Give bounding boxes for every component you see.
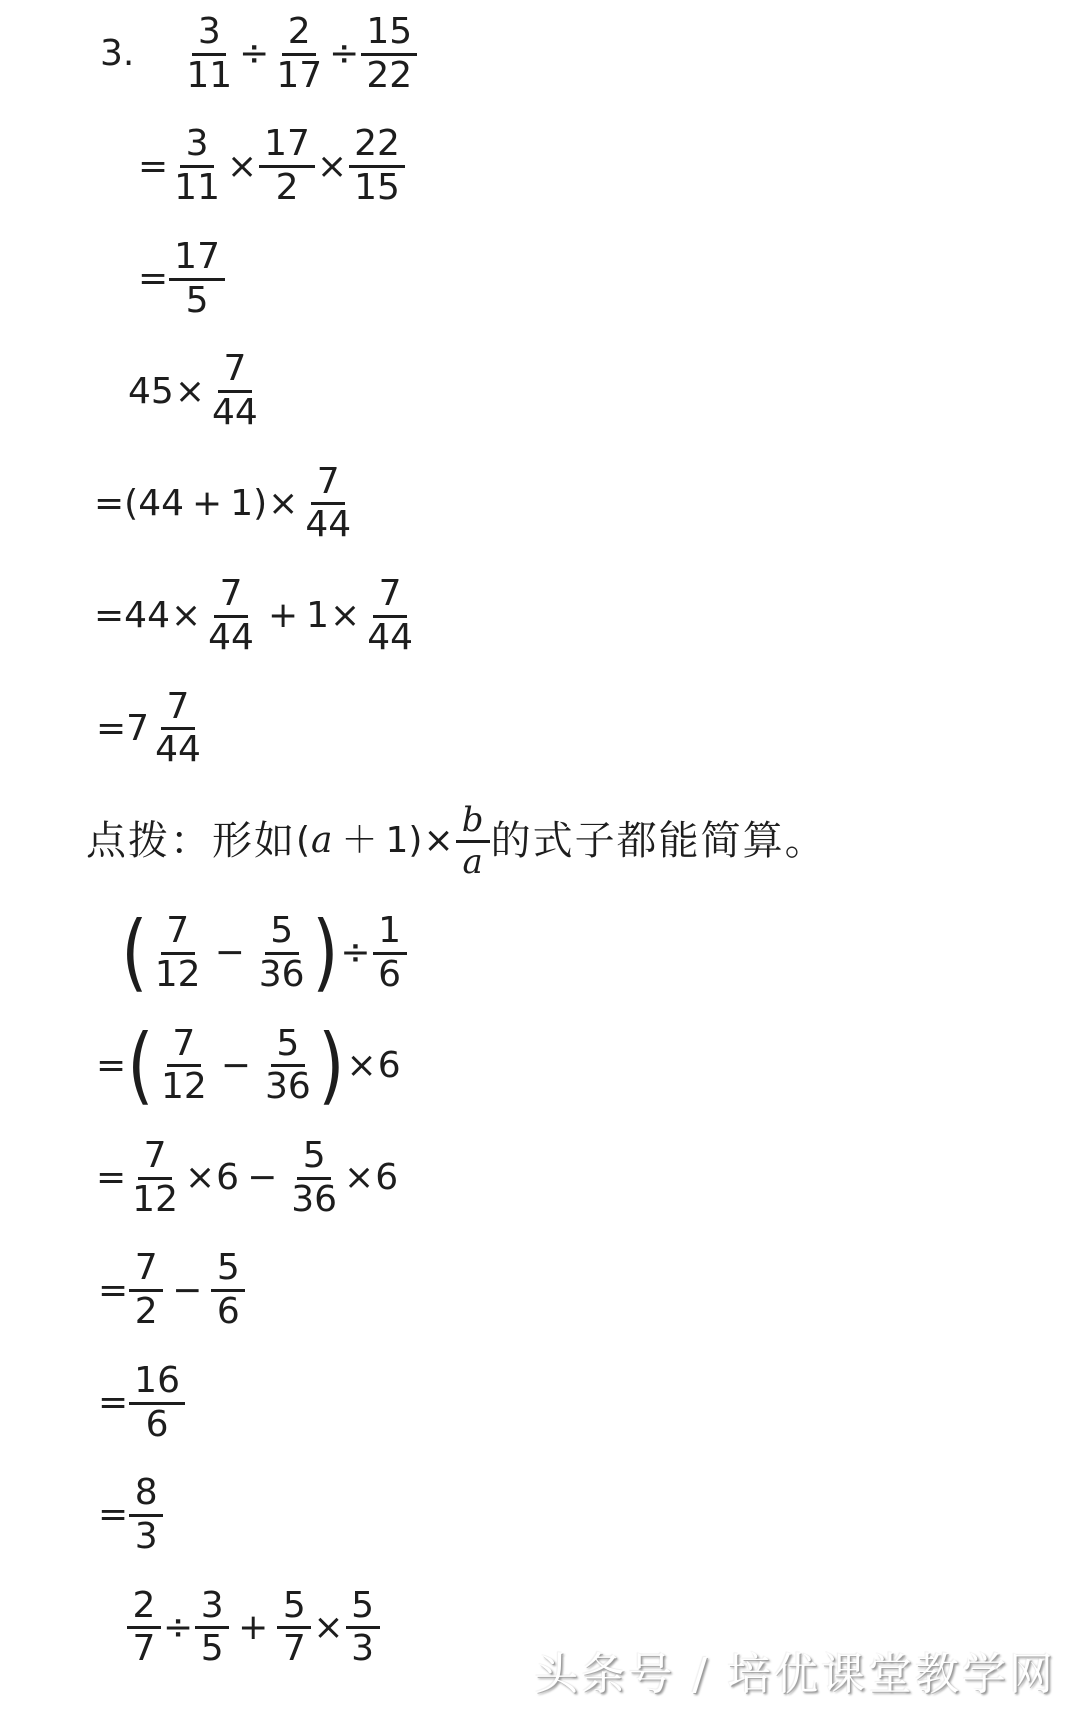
fraction-7-over-12 bbox=[150, 910, 206, 995]
problem-3-expression bbox=[0, 11, 1080, 96]
denominator: 36 bbox=[264, 1066, 311, 1108]
note-text: 点拨：形如 bbox=[86, 818, 296, 865]
math-text: 1) bbox=[385, 820, 423, 862]
numerator: 5 bbox=[211, 1250, 245, 1292]
denominator: 7 bbox=[282, 1628, 306, 1670]
numerator: 7 bbox=[167, 1026, 201, 1068]
denominator: 22 bbox=[366, 54, 413, 96]
numerator: 15 bbox=[361, 14, 417, 56]
math-text: 6 bbox=[377, 1044, 401, 1086]
fraction-7-over-44 bbox=[300, 460, 356, 546]
watermark-text: 头条号 / 培优课堂教学网 bbox=[534, 1649, 1056, 1700]
math-text: = bbox=[98, 1269, 129, 1311]
problem-paren-expression bbox=[0, 903, 1080, 1002]
denominator: 6 bbox=[378, 953, 401, 995]
denominator: 3 bbox=[134, 1515, 158, 1557]
fraction-22-over-15 bbox=[349, 123, 405, 209]
math-text: = bbox=[98, 1382, 129, 1424]
fraction-5-over-7 bbox=[277, 1584, 311, 1670]
denominator: 44 bbox=[155, 729, 201, 771]
operator-minus: − bbox=[172, 1269, 203, 1311]
numerator: 7 bbox=[373, 576, 407, 618]
fraction-7-over-2 bbox=[129, 1247, 163, 1333]
numerator: 7 bbox=[161, 913, 195, 955]
denominator: 12 bbox=[160, 1066, 207, 1108]
numerator: 8 bbox=[129, 1475, 163, 1517]
note-line bbox=[0, 801, 1080, 881]
numerator: 3 bbox=[195, 1588, 229, 1630]
fraction-7-over-12 bbox=[156, 1022, 212, 1108]
denominator: 15 bbox=[354, 167, 400, 209]
operator-divide: ÷ bbox=[340, 932, 371, 974]
math-text: 7 bbox=[126, 707, 150, 749]
operator-minus: − bbox=[220, 1044, 251, 1086]
denominator: 11 bbox=[174, 167, 220, 209]
operator-plus: + bbox=[267, 595, 299, 637]
denominator: 11 bbox=[186, 54, 233, 96]
operator-times: × bbox=[423, 820, 454, 862]
operator-times: × bbox=[170, 595, 202, 637]
fraction-5-over-3 bbox=[346, 1584, 380, 1670]
numerator: 7 bbox=[161, 689, 195, 731]
fraction-7-over-44 bbox=[203, 573, 259, 658]
fraction-2-over-17 bbox=[271, 11, 327, 96]
math-text: ( bbox=[296, 820, 311, 862]
fraction-2-over-7 bbox=[127, 1584, 161, 1670]
numerator: 5 bbox=[271, 1026, 305, 1068]
denominator: 2 bbox=[134, 1291, 158, 1333]
operator-times: × bbox=[184, 1157, 216, 1199]
denominator: 12 bbox=[154, 953, 201, 995]
math-text: 45 bbox=[128, 370, 174, 412]
denominator: 44 bbox=[305, 504, 352, 546]
operator-plus: ＋ bbox=[341, 820, 378, 862]
denominator: 5 bbox=[200, 1628, 224, 1670]
operator-divide: ÷ bbox=[239, 33, 270, 75]
math-text: = bbox=[138, 145, 169, 187]
big-parenthesis-left: ( bbox=[121, 903, 148, 1002]
denominator: 36 bbox=[258, 953, 305, 995]
fraction-5-over-6 bbox=[211, 1247, 245, 1333]
fraction-7-over-44 bbox=[207, 348, 263, 434]
problem-paren-answer bbox=[0, 1472, 1080, 1557]
numerator: 17 bbox=[169, 239, 225, 281]
fraction-15-over-22 bbox=[361, 11, 417, 96]
denominator: 36 bbox=[291, 1178, 338, 1220]
problem-paren-step-1 bbox=[0, 1015, 1080, 1114]
math-text: = bbox=[98, 1494, 129, 1536]
denominator: 17 bbox=[276, 54, 323, 96]
denominator: 3 bbox=[351, 1628, 374, 1670]
fraction-3-over-5 bbox=[195, 1584, 229, 1670]
math-text: 1 bbox=[306, 595, 330, 637]
fraction-7-over-44 bbox=[362, 573, 418, 658]
note-text: 的式子都能简算。 bbox=[490, 818, 827, 865]
fraction-3-over-11 bbox=[181, 11, 237, 96]
numerator: 7 bbox=[214, 576, 248, 618]
math-text: 1) bbox=[230, 482, 268, 524]
math-text: 6 bbox=[375, 1157, 399, 1199]
operator-minus: − bbox=[247, 1157, 278, 1199]
operator-divide: ÷ bbox=[329, 33, 360, 75]
fraction-7-over-12 bbox=[127, 1134, 183, 1220]
fraction-5-over-36 bbox=[254, 910, 310, 995]
numerator: 3 bbox=[180, 126, 214, 168]
denominator: 7 bbox=[132, 1628, 156, 1670]
math-text: 6 bbox=[216, 1157, 240, 1199]
denominator: 5 bbox=[185, 279, 209, 321]
fraction-b-over-a bbox=[456, 799, 490, 882]
math-text: 3. bbox=[100, 33, 135, 75]
numerator: 3 bbox=[192, 14, 226, 56]
problem-45-step-2 bbox=[0, 573, 1080, 658]
problem-45-expression bbox=[0, 348, 1080, 434]
numerator: 7 bbox=[138, 1138, 172, 1180]
denominator: 2 bbox=[275, 167, 299, 209]
problem-paren-step-3 bbox=[0, 1247, 1080, 1333]
operator-times: × bbox=[226, 145, 258, 187]
fraction-5-over-36 bbox=[260, 1022, 316, 1108]
numerator: 7 bbox=[311, 464, 345, 506]
math-text: = bbox=[94, 482, 125, 524]
denominator: 44 bbox=[208, 616, 254, 658]
fraction-8-over-3 bbox=[129, 1472, 163, 1557]
math-text: (44 bbox=[124, 482, 185, 524]
denominator: 12 bbox=[132, 1178, 178, 1220]
math-text: = bbox=[96, 707, 127, 749]
numerator: 7 bbox=[129, 1250, 163, 1292]
operator-divide: ÷ bbox=[163, 1606, 194, 1648]
numerator: 5 bbox=[346, 1588, 380, 1630]
problem-45-answer bbox=[0, 685, 1080, 771]
numerator: 5 bbox=[277, 1588, 311, 1630]
numerator: 1 bbox=[373, 913, 407, 955]
denominator: 6 bbox=[216, 1291, 240, 1333]
operator-times: × bbox=[313, 1606, 344, 1648]
math-text: = bbox=[94, 595, 125, 637]
big-parenthesis-left: ( bbox=[127, 1015, 154, 1114]
denominator: a bbox=[462, 841, 483, 882]
big-parenthesis-right: ) bbox=[311, 903, 339, 1002]
denominator: 6 bbox=[145, 1403, 169, 1445]
numerator: 17 bbox=[259, 126, 315, 168]
operator-times: × bbox=[174, 370, 205, 412]
math-text: = bbox=[138, 258, 169, 300]
numerator: b bbox=[456, 803, 490, 843]
numerator: 2 bbox=[127, 1588, 161, 1630]
fraction-1-over-6 bbox=[373, 910, 407, 995]
numerator: 5 bbox=[265, 913, 299, 955]
numerator: 16 bbox=[129, 1363, 185, 1405]
denominator: 44 bbox=[211, 392, 258, 434]
problem-paren-step-2 bbox=[0, 1134, 1080, 1220]
math-text: = bbox=[96, 1157, 127, 1199]
problem-paren-step-4 bbox=[0, 1359, 1080, 1445]
problem-3-answer bbox=[0, 235, 1080, 321]
math-text: = bbox=[96, 1044, 127, 1086]
fraction-7-over-44 bbox=[150, 685, 206, 771]
operator-minus: − bbox=[214, 932, 245, 974]
operator-times: × bbox=[330, 595, 361, 637]
math-variable: a bbox=[311, 820, 333, 862]
operator-plus: + bbox=[238, 1606, 269, 1648]
numerator: 7 bbox=[218, 351, 252, 393]
problem-45-step-1 bbox=[0, 460, 1080, 546]
fraction-17-over-5 bbox=[169, 235, 225, 321]
fraction-5-over-36 bbox=[286, 1134, 342, 1220]
operator-times: × bbox=[344, 1157, 375, 1199]
numerator: 2 bbox=[282, 14, 316, 56]
operator-times: × bbox=[346, 1044, 377, 1086]
numerator: 22 bbox=[349, 126, 405, 168]
operator-plus: + bbox=[192, 482, 223, 524]
operator-times: × bbox=[268, 482, 299, 524]
fraction-17-over-2 bbox=[259, 123, 315, 209]
fraction-3-over-11 bbox=[169, 123, 225, 209]
problem-3-step-1 bbox=[0, 123, 1080, 209]
math-text: 44 bbox=[124, 595, 170, 637]
big-parenthesis-right: ) bbox=[318, 1015, 345, 1114]
fraction-16-over-6 bbox=[129, 1359, 185, 1445]
numerator: 5 bbox=[297, 1138, 331, 1180]
operator-times: × bbox=[316, 145, 348, 187]
denominator: 44 bbox=[367, 616, 414, 658]
